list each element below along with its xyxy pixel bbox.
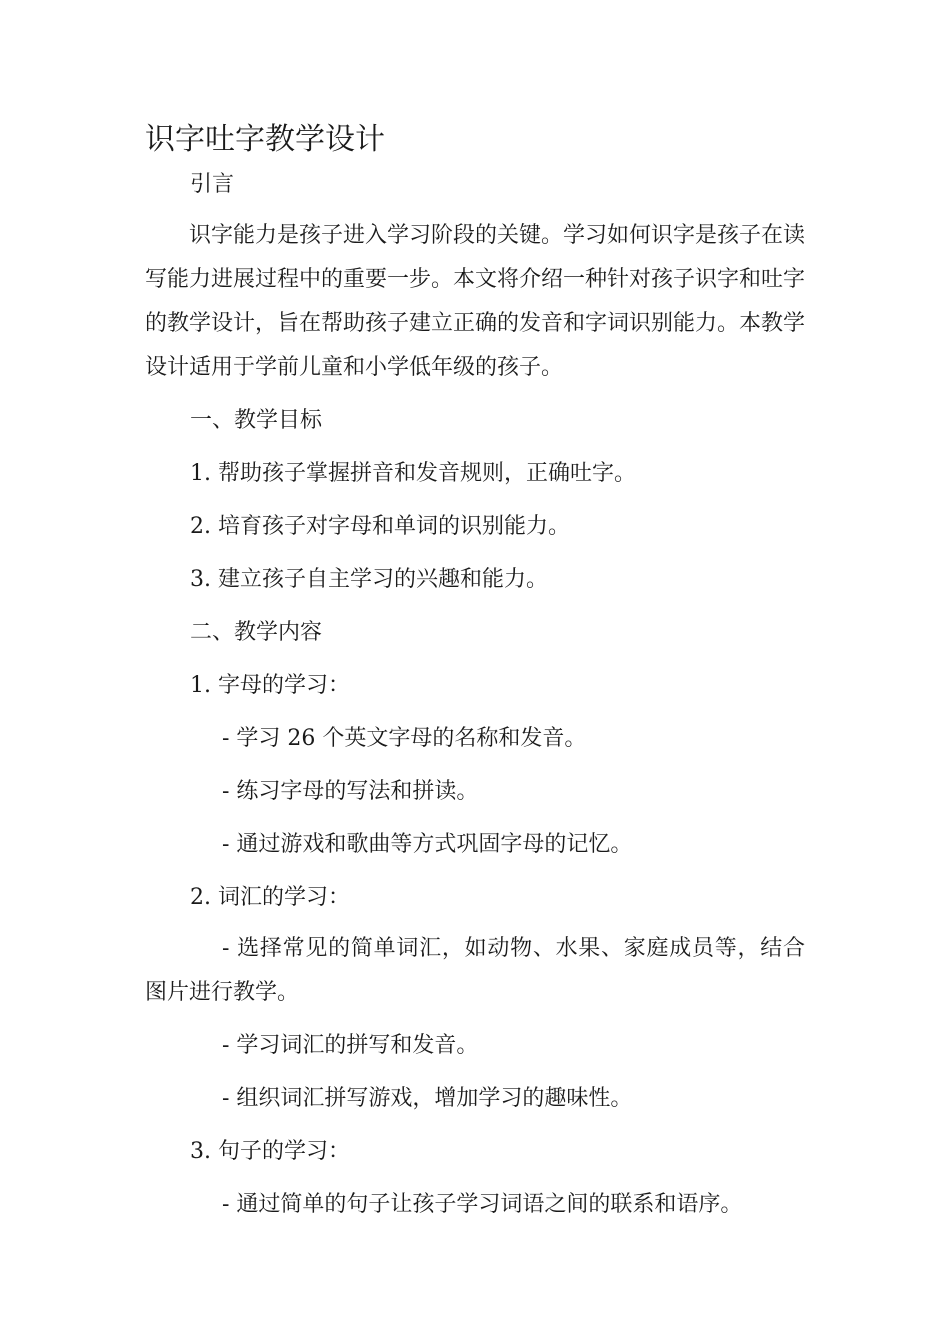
document-title: 识字吐字教学设计 xyxy=(145,122,385,157)
intro-heading: 引言 xyxy=(190,172,235,197)
content-heading-vocabulary: 2. 词汇的学习： xyxy=(190,885,350,910)
list-item: - 学习词汇的拼写和发音。 xyxy=(222,1033,479,1058)
goal-item: 1. 帮助孩子掌握拼音和发音规则，正确吐字。 xyxy=(190,461,636,486)
list-item: - 通过简单的句子让孩子学习词语之间的联系和语序。 xyxy=(222,1192,743,1217)
goal-item: 2. 培育孩子对字母和单词的识别能力。 xyxy=(190,514,570,539)
list-item: - 通过游戏和歌曲等方式巩固字母的记忆。 xyxy=(222,832,633,857)
content-heading-letters: 1. 字母的学习： xyxy=(190,673,350,698)
list-item: - 练习字母的写法和拼读。 xyxy=(222,779,479,804)
section-heading-goals: 一、教学目标 xyxy=(190,408,323,433)
goal-item: 3. 建立孩子自主学习的兴趣和能力。 xyxy=(190,567,548,592)
intro-paragraph: 识字能力是孩子进入学习阶段的关键。学习如何识字是孩子在读写能力进展过程中的重要一步。本文将介绍一种针对孩子识字和吐字的教学设计，旨在帮助孩子建立正确的发音和字词识别能力。本教学设计适用于学前儿童和小学低年级的孩子。 xyxy=(145,223,806,380)
section-heading-content: 二、教学内容 xyxy=(190,620,323,645)
content-heading-sentences: 3. 句子的学习： xyxy=(190,1139,350,1164)
list-item: - 选择常见的简单词汇，如动物、水果、家庭成员等，结合图片进行教学。 xyxy=(145,936,805,1005)
list-item: - 学习 26 个英文字母的名称和发音。 xyxy=(222,726,587,751)
list-item: - 组织词汇拼写游戏，增加学习的趣味性。 xyxy=(222,1086,633,1111)
